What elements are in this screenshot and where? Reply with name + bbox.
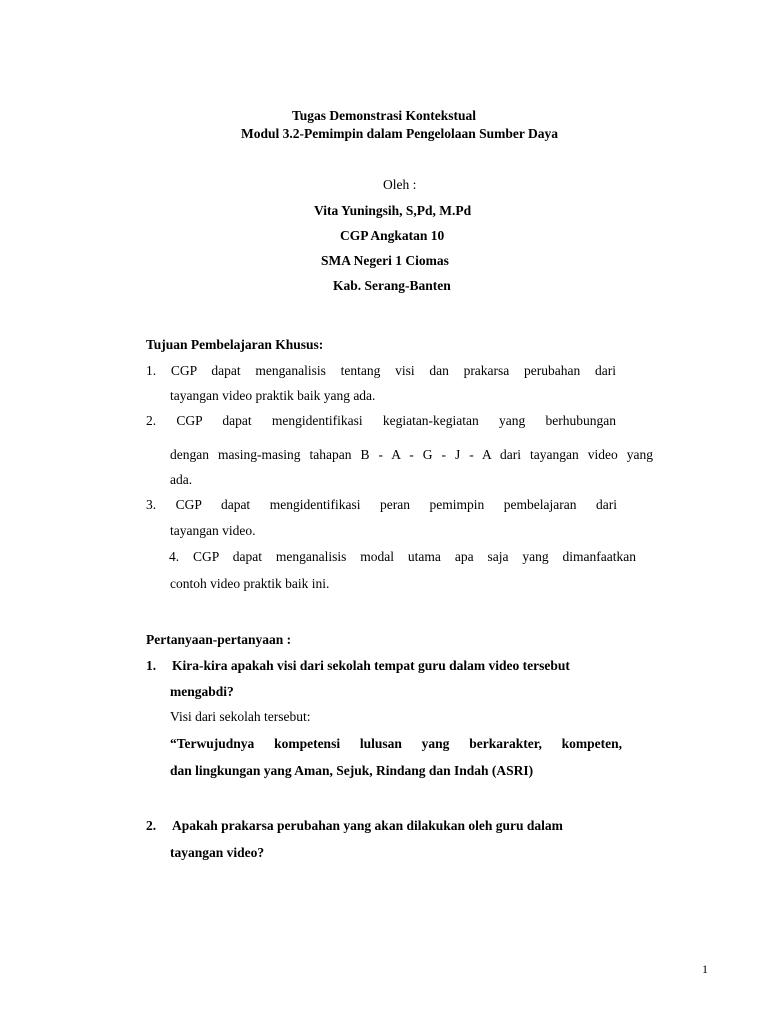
question-1-line-2: mengabdi?	[170, 684, 234, 699]
question-2-line-1: Apakah prakarsa perubahan yang akan dilakukan oleh guru dalam	[172, 818, 563, 833]
answer-1-label: Visi dari sekolah tersebut:	[170, 709, 311, 724]
question-1-number: 1.	[146, 658, 157, 673]
objective-4-line-1: 4. CGP dapat menganalisis modal utama apa saja yang dimanfaatkan	[169, 549, 636, 564]
objective-2-line-1: 2. CGP dapat mengidentifikasi kegiatan-kegiatan yang berhubungan	[146, 413, 616, 428]
document-subtitle: Modul 3.2-Pemimpin dalam Pengelolaan Sumber Daya	[241, 126, 559, 141]
page-number: 1	[702, 962, 708, 976]
questions-heading: Pertanyaan-pertanyaan :	[146, 632, 292, 647]
objective-3-line-2: tayangan video.	[170, 523, 256, 538]
school-name: SMA Negeri 1 Ciomas	[321, 253, 449, 268]
program-name: CGP Angkatan 10	[340, 228, 445, 243]
author-name: Vita Yuningsih, S,Pd, M.Pd	[314, 203, 472, 218]
objective-3-line-1: 3. CGP dapat mengidentifikasi peran pemimpin pembelajaran dari	[146, 497, 617, 512]
objective-2-line-2: dengan masing-masing tahapan B - A - G - J - A dari tayangan video yang	[170, 447, 653, 462]
answer-1-line-1: “Terwujudnya kompetensi lulusan yang berkarakter, kompeten,	[170, 736, 622, 751]
question-1-line-1: Kira-kira apakah visi dari sekolah tempat guru dalam video tersebut	[172, 658, 570, 673]
objective-1-line-1: 1. CGP dapat menganalisis tentang visi dan prakarsa perubahan dari	[146, 363, 616, 378]
region-name: Kab. Serang-Banten	[333, 278, 451, 293]
question-2-number: 2.	[146, 818, 157, 833]
document-title: Tugas Demonstrasi Kontekstual	[292, 108, 477, 123]
objectives-heading: Tujuan Pembelajaran Khusus:	[146, 337, 324, 352]
objective-4-line-2: contoh video praktik baik ini.	[170, 576, 330, 591]
by-label: Oleh :	[383, 177, 417, 192]
answer-1-line-2: dan lingkungan yang Aman, Sejuk, Rindang dan Indah (ASRI)	[170, 763, 534, 778]
objective-1-line-2: tayangan video praktik baik yang ada.	[170, 388, 376, 403]
question-2-line-2: tayangan video?	[170, 845, 265, 860]
objective-2-line-3: ada.	[170, 472, 193, 487]
